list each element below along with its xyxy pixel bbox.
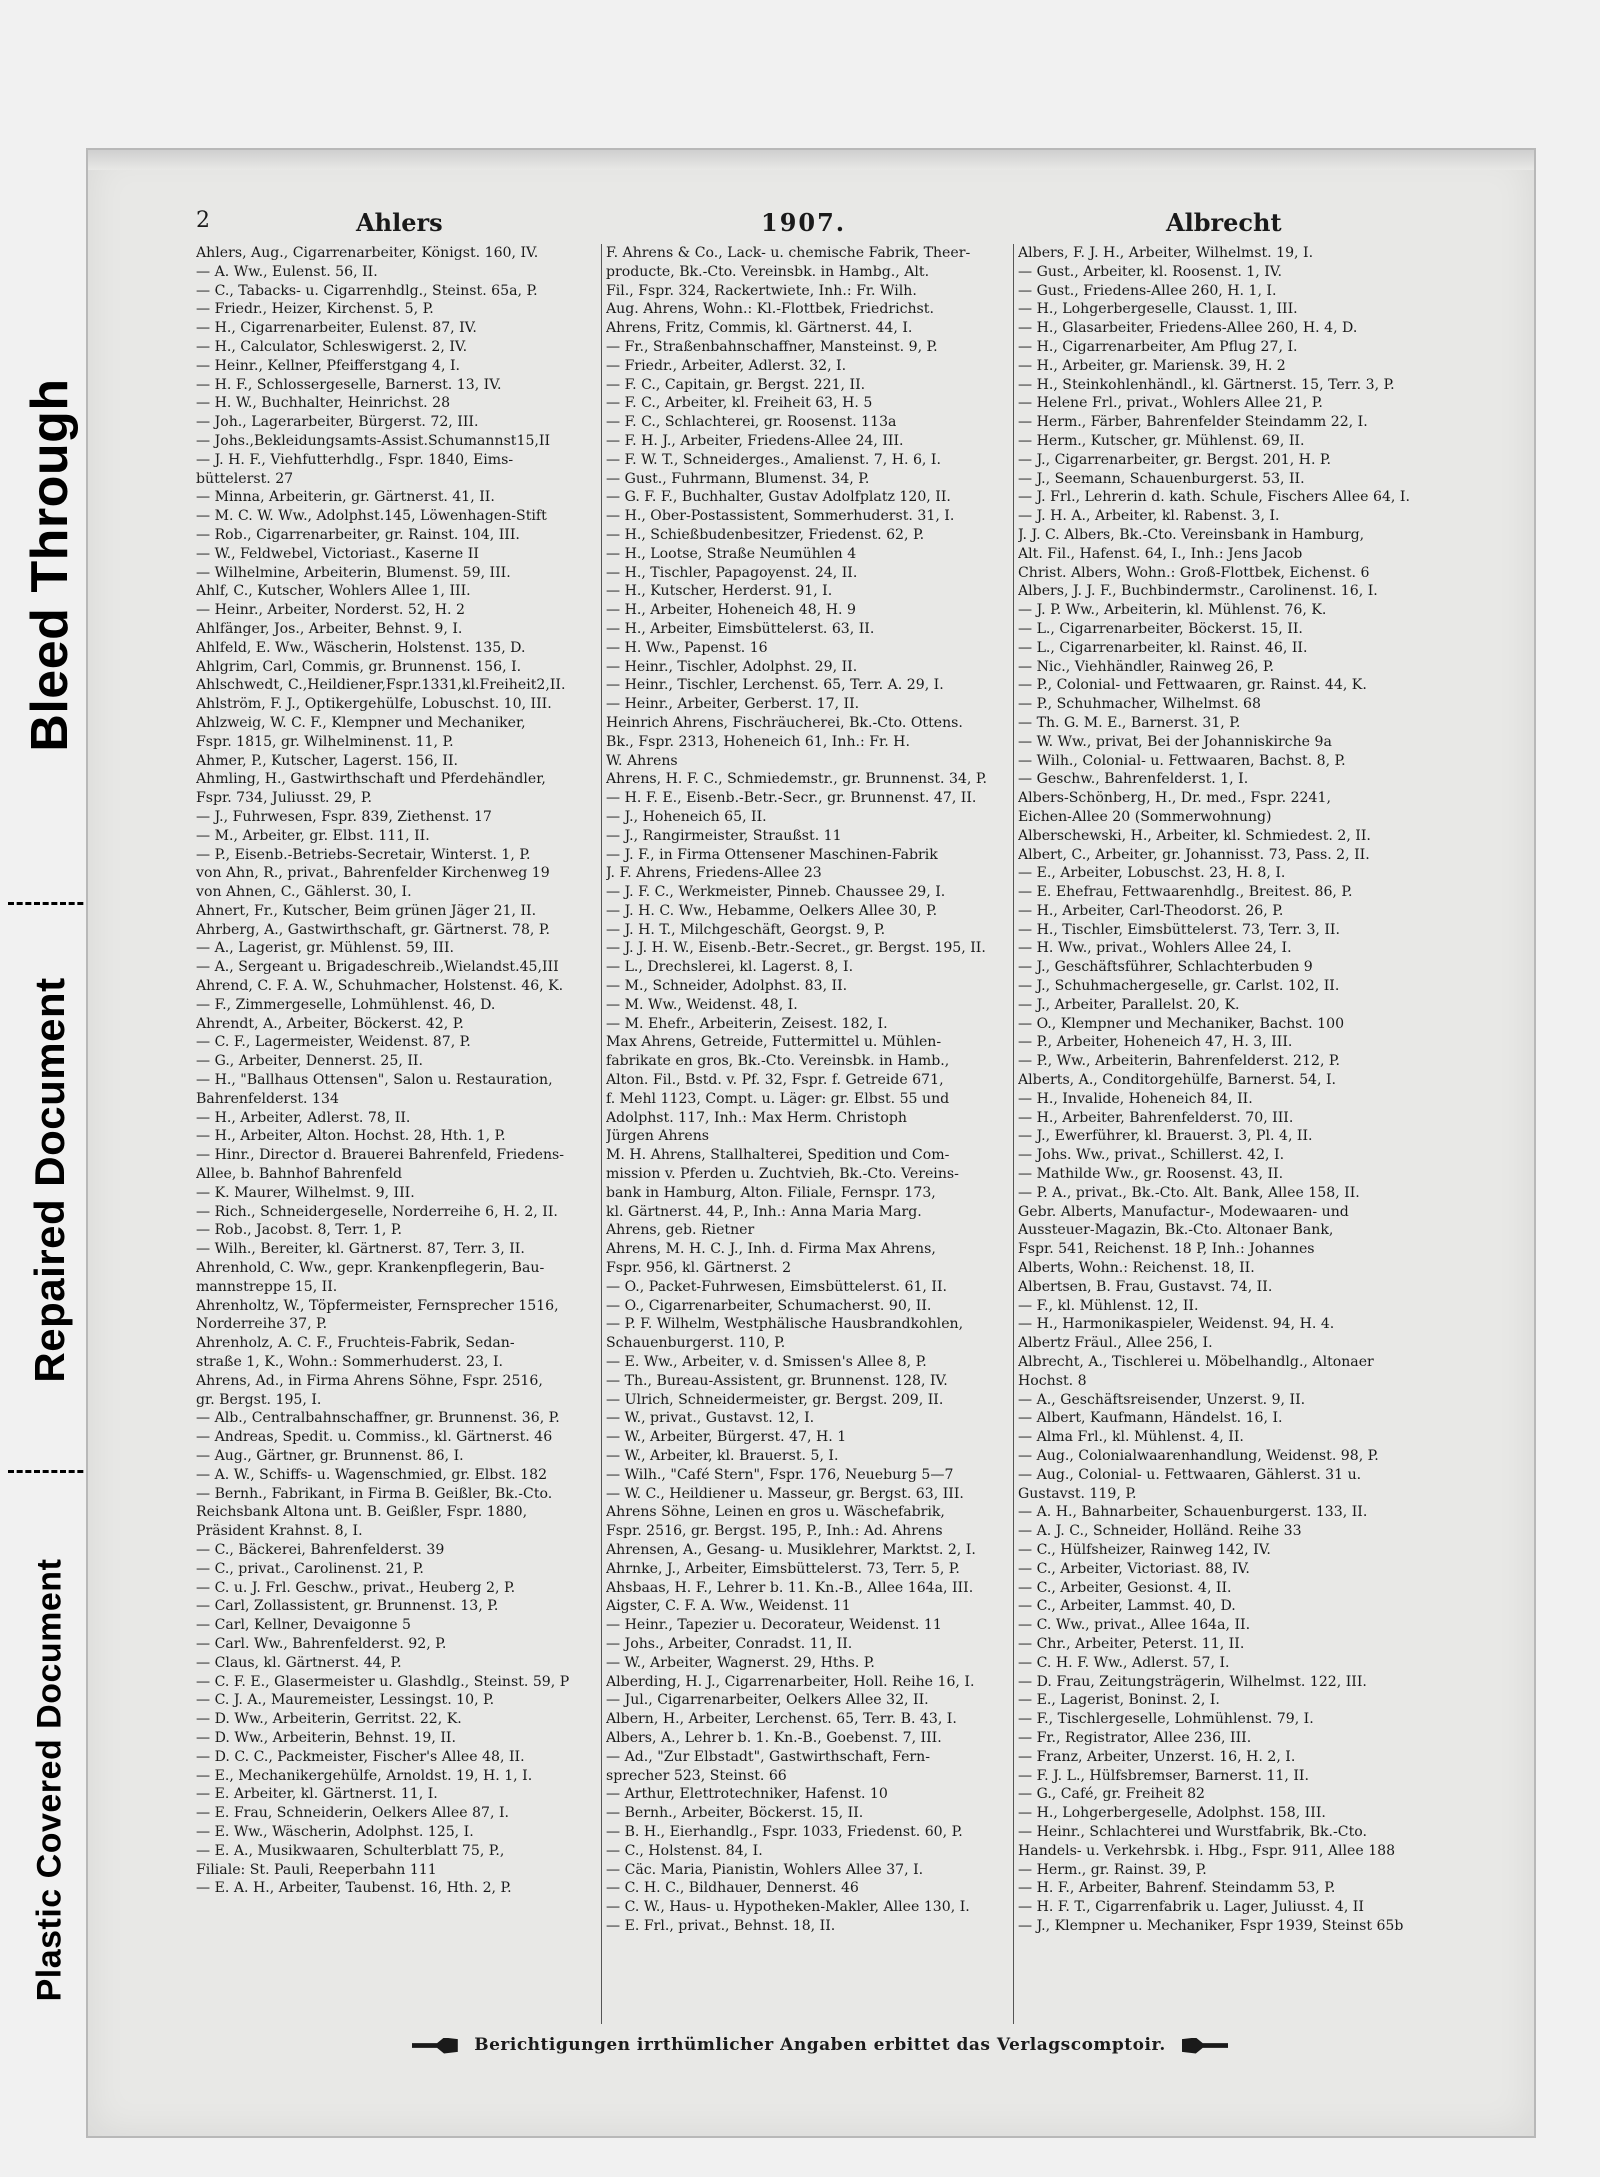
- directory-entry: Ahlfänger, Jos., Arbeiter, Behnst. 9, I.: [196, 620, 463, 637]
- directory-entry: — G., Arbeiter, Dennerst. 25, II.: [196, 1053, 423, 1070]
- directory-entry: — Mathilde Ww., gr. Roosenst. 43, II.: [1018, 1166, 1284, 1183]
- directory-entry: — P. F. Wilhelm, Westphälische Hausbrandkohlen,: [606, 1316, 964, 1333]
- directory-entry: — Rob., Cigarrenarbeiter, gr. Rainst. 104, III.: [196, 526, 520, 543]
- directory-entry: — Heinr., Tischler, Lerchenst. 65, Terr. A. 29, I.: [606, 677, 944, 694]
- directory-entry: — P. A., privat., Bk.-Cto. Alt. Bank, Allee 158, II.: [1018, 1184, 1360, 1201]
- directory-entry: Albertsen, B. Frau, Gustavst. 74, II.: [1018, 1278, 1273, 1295]
- header-year: 1907.: [761, 208, 847, 237]
- directory-entry: — H., "Ballhaus Ottensen", Salon u. Restauration,: [196, 1072, 553, 1089]
- directory-entry: — Wilh., Colonial- u. Fettwaaren, Bachst. 8, P.: [1018, 752, 1346, 769]
- directory-entry: kl. Gärtnerst. 44, P., Inh.: Anna Maria Marg.: [606, 1203, 922, 1220]
- directory-column-1: [196, 244, 606, 1898]
- directory-entry: Fspr. 541, Reichenst. 18 P, Inh.: Johannes: [1018, 1241, 1315, 1258]
- directory-entry: — H., Calculator, Schleswigerst. 2, IV.: [196, 338, 468, 355]
- directory-entry: Ahlgrim, Carl, Commis, gr. Brunnenst. 156, I.: [196, 658, 522, 675]
- directory-entry: — P., Arbeiter, Hoheneich 47, H. 3, III.: [1018, 1034, 1293, 1051]
- directory-entry: — O., Cigarrenarbeiter, Schumacherst. 90, II.: [606, 1297, 932, 1314]
- directory-entry: Bk., Fspr. 2313, Hoheneich 61, Inh.: Fr. H.: [606, 733, 910, 750]
- directory-entry: Ahrensen, A., Gesang- u. Musiklehrer, Marktst. 2, I.: [606, 1541, 976, 1558]
- directory-entry: Ahrens, M. H. C. J., Inh. d. Firma Max Ahrens,: [606, 1241, 936, 1258]
- directory-entry: — H., Arbeiter, Hoheneich 48, H. 9: [606, 602, 856, 619]
- directory-entry: — Ad., "Zur Elbstadt", Gastwirthschaft, Fern-: [606, 1748, 931, 1765]
- header-right-word: Albrecht: [1166, 208, 1282, 237]
- directory-entry: Ahlfeld, E. Ww., Wäscherin, Holstenst. 135, D.: [196, 639, 526, 656]
- directory-entry: Ahrens, Ad., in Firma Ahrens Söhne, Fspr. 2516,: [196, 1372, 543, 1389]
- directory-entry: — W., privat., Gustavst. 12, I.: [606, 1410, 815, 1427]
- directory-entry: — Th. G. M. E., Barnerst. 31, P.: [1018, 714, 1241, 731]
- directory-entry: Handels- u. Verkehrsbk. i. Hbg., Fspr. 911, Allee 188: [1018, 1842, 1396, 1859]
- directory-entry: — H., Arbeiter, Adlerst. 78, II.: [196, 1109, 411, 1126]
- directory-entry: — Johs., Arbeiter, Conradst. 11, II.: [606, 1635, 853, 1652]
- directory-entry: von Ahnen, C., Gählerst. 30, I.: [196, 884, 412, 901]
- directory-entry: — D. Ww., Arbeiterin, Gerritst. 22, K.: [196, 1711, 462, 1728]
- directory-entry: — H., Cigarrenarbeiter, Eulenst. 87, IV.: [196, 320, 477, 337]
- directory-entry: — F., Tischlergeselle, Lohmühlenst. 79, I.: [1018, 1711, 1314, 1728]
- directory-entry: Reichsbank Altona unt. B. Geißler, Fspr. 1880,: [196, 1504, 528, 1521]
- directory-entry: — Bernh., Fabrikant, in Firma B. Geißler, Bk.-Cto.: [196, 1485, 553, 1502]
- directory-entry: — W., Arbeiter, Bürgerst. 47, H. 1: [606, 1429, 847, 1446]
- directory-entry: — C., Holstenst. 84, I.: [606, 1842, 763, 1859]
- directory-entry: producte, Bk.-Cto. Vereinsbk. in Hambg., Alt.: [606, 263, 930, 280]
- directory-entry: — E. Ww., Arbeiter, v. d. Smissen's Allee 8, P.: [606, 1354, 927, 1371]
- directory-entry: fabrikate en gros, Bk.-Cto. Vereinsbk. in Hamb.,: [606, 1053, 950, 1070]
- directory-entry: — P., Ww., Arbeiterin, Bahrenfelderst. 212, P.: [1018, 1053, 1341, 1070]
- directory-entry: Schauenburgerst. 110, P.: [606, 1335, 786, 1352]
- directory-entry: — F. J. L., Hülfsbremser, Barnerst. 11, II.: [1018, 1767, 1309, 1784]
- directory-entry: — Herm., gr. Rainst. 39, P.: [1018, 1861, 1207, 1878]
- directory-entry: — Helene Frl., privat., Wohlers Allee 21, P.: [1018, 395, 1323, 412]
- directory-entry: gr. Bergst. 195, I.: [196, 1391, 322, 1408]
- directory-entry: Ahmling, H., Gastwirthschaft und Pferdehändler,: [196, 771, 546, 788]
- directory-entry: — E., Mechanikergehülfe, Arnoldst. 19, H. 1, I.: [196, 1767, 533, 1784]
- directory-entry: — Johs.,Bekleidungsamts-Assist.Schumannst15,II: [196, 432, 551, 449]
- page-number: 2: [196, 208, 210, 233]
- directory-entry: Ahnert, Fr., Kutscher, Beim grünen Jäger 21, II.: [196, 902, 537, 919]
- directory-entry: — Friedr., Heizer, Kirchenst. 5, P.: [196, 301, 434, 318]
- directory-entry: Albert, C., Arbeiter, gr. Johannisst. 73, Pass. 2, II.: [1018, 846, 1370, 863]
- directory-entry: — D. Ww., Arbeiterin, Behnst. 19, II.: [196, 1729, 456, 1746]
- directory-entry: — A., Lagerist, gr. Mühlenst. 59, III.: [196, 940, 455, 957]
- directory-entry: Ahlers, Aug., Cigarrenarbeiter, Königst. 160, IV.: [196, 245, 539, 261]
- directory-entry: Alton. Fil., Bstd. v. Pf. 32, Fspr. f. Getreide 671,: [606, 1072, 944, 1089]
- directory-entry: — C. H. F. Ww., Adlerst. 57, I.: [1018, 1654, 1230, 1671]
- directory-column-2: [606, 244, 1018, 1936]
- directory-entry: mannstreppe 15, II.: [196, 1278, 338, 1295]
- footer-text: Berichtigungen irrthümlicher Angaben erbittet das Verlagscomptoir.: [474, 2035, 1166, 2055]
- directory-entry: — J. Frl., Lehrerin d. kath. Schule, Fischers Allee 64, I.: [1018, 489, 1410, 506]
- directory-entry: Präsident Krahnst. 8, I.: [196, 1523, 363, 1540]
- directory-entry: — Heinr., Arbeiter, Norderst. 52, H. 2: [196, 602, 465, 619]
- directory-entry: — Fr., Registrator, Allee 236, III.: [1018, 1729, 1252, 1746]
- directory-entry: — Heinr., Tischler, Adolphst. 29, II.: [606, 658, 858, 675]
- directory-entry: — J., Schuhmachergeselle, gr. Carlst. 102, II.: [1018, 978, 1340, 995]
- directory-entry: Christ. Albers, Wohn.: Groß-Flottbek, Eichenst. 6: [1018, 564, 1370, 581]
- directory-entry: — A., Geschäftsreisender, Unzerst. 9, II.: [1018, 1391, 1306, 1408]
- directory-entry: — P., Schuhmacher, Wilhelmst. 68: [1018, 696, 1261, 713]
- directory-entry: — J. H. C. Ww., Hebamme, Oelkers Allee 30, P.: [606, 902, 938, 919]
- directory-entry: Fil., Fspr. 324, Rackertwiete, Inh.: Fr. Wilh.: [606, 282, 917, 299]
- directory-entry: — Aug., Gärtner, gr. Brunnenst. 86, I.: [196, 1448, 464, 1464]
- directory-entry: F. Ahrens & Co., Lack- u. chemische Fabrik, Theer-: [606, 245, 971, 261]
- directory-entry: — C. F., Lagermeister, Weidenst. 87, P.: [196, 1034, 471, 1051]
- directory-entry: — Minna, Arbeiterin, gr. Gärtnerst. 41, II.: [196, 489, 495, 506]
- directory-entry: Ahrendt, A., Arbeiter, Böckerst. 42, P.: [196, 1015, 464, 1032]
- directory-entry: — C., Arbeiter, Lammst. 40, D.: [1018, 1598, 1236, 1615]
- directory-entry: — Aug., Colonial- u. Fettwaaren, Gählerst. 31 u.: [1018, 1466, 1362, 1483]
- page-header: [106, 208, 1466, 242]
- directory-entry: Albers, F. J. H., Arbeiter, Wilhelmst. 19, I.: [1018, 245, 1314, 261]
- directory-entry: — D. Frau, Zeitungsträgerin, Wilhelmst. 122, III.: [1018, 1673, 1367, 1690]
- directory-entry: — H. F., Arbeiter, Bahrenf. Steindamm 53, P.: [1018, 1880, 1336, 1897]
- directory-entry: Ahrens, H. F. C., Schmiedemstr., gr. Brunnenst. 34, P.: [606, 771, 987, 788]
- directory-entry: — Gust., Friedens-Allee 260, H. 1, I.: [1018, 282, 1277, 299]
- directory-entry: Allee, b. Bahnhof Bahrenfeld: [196, 1166, 403, 1183]
- directory-entry: — Heinr., Schlachterei und Wurstfabrik, Bk.-Cto.: [1018, 1823, 1367, 1840]
- directory-entry: — H., Kutscher, Herderst. 91, I.: [606, 583, 833, 600]
- directory-entry: — E. A. H., Arbeiter, Taubenst. 16, Hth. 2, P.: [196, 1880, 512, 1897]
- side-label-plastic-covered: Plastic Covered Document: [30, 1558, 69, 2002]
- directory-entry: — J. H. A., Arbeiter, kl. Rabenst. 3, I.: [1018, 508, 1280, 525]
- directory-entry: — Andreas, Spedit. u. Commiss., kl. Gärtnerst. 46: [196, 1429, 553, 1446]
- directory-entry: — C., Arbeiter, Gesionst. 4, II.: [1018, 1579, 1232, 1596]
- directory-entry: — H., Schießbudenbesitzer, Friedenst. 62, P.: [606, 526, 925, 543]
- directory-entry: f. Mehl 1123, Compt. u. Läger: gr. Elbst. 55 und: [606, 1090, 950, 1107]
- directory-entry: Albers-Schönberg, H., Dr. med., Fspr. 2241,: [1018, 790, 1331, 807]
- side-label-repaired-document: Repaired Document: [26, 977, 73, 1383]
- directory-entry: — A. W., Schiffs- u. Wagenschmied, gr. Elbst. 182: [196, 1466, 548, 1483]
- directory-entry: — E. Frl., privat., Behnst. 18, II.: [606, 1917, 836, 1934]
- directory-entry: Ahsbaas, H. F., Lehrer b. 11. Kn.-B., Allee 164a, III.: [606, 1579, 974, 1596]
- directory-entry: — H., Arbeiter, Eimsbüttelerst. 63, II.: [606, 620, 875, 637]
- directory-entry: — C. J. A., Mauremeister, Lessingst. 10, P.: [196, 1692, 495, 1709]
- pointing-hand-icon: [1182, 2038, 1228, 2054]
- directory-entry: — W., Feldwebel, Victoriast., Kaserne II: [196, 545, 479, 562]
- directory-entry: — Rob., Jacobst. 8, Terr. 1, P.: [196, 1222, 402, 1239]
- directory-entry: — E., Lagerist, Boninst. 2, I.: [1018, 1692, 1220, 1709]
- directory-entry: — Ulrich, Schneidermeister, gr. Bergst. 209, II.: [606, 1391, 944, 1408]
- directory-entry: — E., Arbeiter, Lobuschst. 23, H. 8, I.: [1018, 865, 1286, 882]
- directory-entry: — Herm., Kutscher, gr. Mühlenst. 69, II.: [1018, 432, 1305, 449]
- directory-entry: — Joh., Lagerarbeiter, Bürgerst. 72, III.: [196, 414, 479, 431]
- directory-entry: — Herm., Färber, Bahrenfelder Steindamm 22, I.: [1018, 414, 1368, 431]
- directory-entry: — H., Arbeiter, Bahrenfelderst. 70, III.: [1018, 1109, 1294, 1126]
- directory-entry: — Hinr., Director d. Brauerei Bahrenfeld, Friedens-: [196, 1147, 565, 1164]
- directory-entry: — J., Rangirmeister, Straußst. 11: [606, 827, 842, 844]
- directory-entry: straße 1, K., Wohn.: Sommerhuderst. 23, I.: [196, 1354, 504, 1371]
- directory-entry: — F. C., Schlachterei, gr. Roosenst. 113a: [606, 414, 897, 431]
- page-top-edge: [88, 150, 1534, 170]
- directory-entry: — Th., Bureau-Assistent, gr. Brunnenst. 128, IV.: [606, 1372, 948, 1389]
- directory-entry: Ahrenholz, A. C. F., Fruchteis-Fabrik, Sedan-: [196, 1335, 515, 1352]
- header-left-word: Ahlers: [356, 208, 443, 237]
- directory-entry: — J., Geschäftsführer, Schlachterbuden 9: [1018, 959, 1313, 976]
- directory-entry: — P., Eisenb.-Betriebs-Secretair, Winterst. 1, P.: [196, 846, 531, 863]
- directory-entry: — H., Lohgerbergeselle, Clausst. 1, III.: [1018, 301, 1298, 318]
- directory-entry: — J. J. H. W., Eisenb.-Betr.-Secret., gr. Bergst. 195, II.: [606, 940, 986, 957]
- directory-entry: — C., Arbeiter, Victoriast. 88, IV.: [1018, 1560, 1250, 1577]
- directory-entry: — H. F. E., Eisenb.-Betr.-Secr., gr. Brunnenst. 47, II.: [606, 790, 977, 807]
- directory-entry: Ahrend, C. F. A. W., Schuhmacher, Holstenst. 46, K.: [196, 978, 564, 995]
- directory-entry: — H. Ww., Papenst. 16: [606, 639, 768, 656]
- directory-entry: — Heinr., Arbeiter, Gerberst. 17, II.: [606, 696, 860, 713]
- directory-entry: — H. W., Buchhalter, Heinrichst. 28: [196, 395, 451, 412]
- directory-entry: — D. C. C., Packmeister, Fischer's Allee 48, II.: [196, 1748, 525, 1765]
- directory-entry: — J., Seemann, Schauenburgerst. 53, II.: [1018, 470, 1305, 487]
- directory-entry: — G. F. F., Buchhalter, Gustav Adolfplatz 120, II.: [606, 489, 951, 506]
- directory-entry: — Gust., Fuhrmann, Blumenst. 34, P.: [606, 470, 870, 487]
- directory-entry: — Johs. Ww., privat., Schillerst. 42, I.: [1018, 1147, 1285, 1164]
- directory-entry: — E. Arbeiter, kl. Gärtnerst. 11, I.: [196, 1786, 438, 1803]
- directory-entry: — J. H. F., Viehfutterhdlg., Fspr. 1840, Eims-: [196, 451, 514, 468]
- directory-entry: — A. J. C., Schneider, Holländ. Reihe 33: [1018, 1523, 1302, 1540]
- directory-entry: — W. C., Heildiener u. Masseur, gr. Bergst. 63, III.: [606, 1485, 964, 1502]
- directory-entry: Alt. Fil., Hafenst. 64, I., Inh.: Jens Jacob: [1018, 545, 1303, 562]
- directory-entry: — C. H. C., Bildhauer, Dennerst. 46: [606, 1880, 859, 1897]
- directory-entry: — Chr., Arbeiter, Peterst. 11, II.: [1018, 1635, 1245, 1652]
- directory-entry: Ahlschwedt, C.,Heildiener,Fspr.1331,kl.Freiheit2,II.: [196, 677, 566, 694]
- directory-entry: — C. u. J. Frl. Geschw., privat., Heuberg 2, P.: [196, 1579, 516, 1596]
- directory-entry: Ahlzweig, W. C. F., Klempner und Mechaniker,: [196, 714, 526, 731]
- pointing-hand-icon: [412, 2038, 458, 2054]
- directory-entry: — H., Steinkohlenhändl., kl. Gärtnerst. 15, Terr. 3, P.: [1018, 376, 1395, 393]
- directory-entry: Aigster, C. F. A. Ww., Weidenst. 11: [606, 1598, 851, 1615]
- directory-entry: — Heinr., Tapezier u. Decorateur, Weidenst. 11: [606, 1617, 942, 1634]
- directory-entry: — J. P. Ww., Arbeiterin, kl. Mühlenst. 76, K.: [1018, 602, 1327, 619]
- directory-entry: Jürgen Ahrens: [606, 1128, 710, 1145]
- directory-entry: — Arthur, Elettrotechniker, Hafenst. 10: [606, 1786, 888, 1803]
- directory-entry: — Bernh., Arbeiter, Böckerst. 15, II.: [606, 1805, 864, 1822]
- directory-entry: — W. Ww., privat, Bei der Johanniskirche 9a: [1018, 733, 1332, 750]
- directory-entry: büttelerst. 27: [196, 470, 294, 487]
- directory-entry: W. Ahrens: [606, 752, 678, 769]
- directory-entry: — M. C. W. Ww., Adolphst.145, Löwenhagen-Stift: [196, 508, 547, 525]
- directory-entry: Albers, A., Lehrer b. 1. Kn.-B., Goebenst. 7, III.: [606, 1729, 942, 1746]
- directory-entry: Alberschewski, H., Arbeiter, kl. Schmiedest. 2, II.: [1018, 827, 1371, 844]
- directory-entry: — H., Ober-Postassistent, Sommerhuderst. 31, I.: [606, 508, 955, 525]
- directory-entry: — B. H., Eierhandlg., Fspr. 1033, Friedenst. 60, P.: [606, 1823, 963, 1840]
- directory-entry: — Alma Frl., kl. Mühlenst. 4, II.: [1018, 1429, 1244, 1446]
- page-footer: [400, 2035, 1240, 2065]
- directory-entry: — C., Tabacks- u. Cigarrenhdlg., Steinst. 65a, P.: [196, 282, 538, 299]
- directory-entry: — M., Schneider, Adolphst. 83, II.: [606, 978, 848, 995]
- directory-entry: Alberts, Wohn.: Reichenst. 18, II.: [1018, 1260, 1255, 1277]
- directory-entry: von Ahn, R., privat., Bahrenfelder Kirchenweg 19: [196, 865, 550, 882]
- directory-entry: — A., Sergeant u. Brigadeschreib.,Wielandst.45,III: [196, 959, 559, 976]
- side-label-bleed-through: Bleed Through: [21, 378, 79, 752]
- directory-entry: — Heinr., Kellner, Pfeifferstgang 4, I.: [196, 357, 461, 374]
- directory-entry: — P., Colonial- und Fettwaaren, gr. Rainst. 44, K.: [1018, 677, 1367, 694]
- directory-entry: Bahrenfelderst. 134: [196, 1090, 339, 1107]
- directory-entry: Ahrens, geb. Rietner: [606, 1222, 755, 1239]
- directory-entry: Alberts, A., Conditorgehülfe, Barnerst. 54, I.: [1018, 1072, 1337, 1089]
- directory-entry: Ahmer, P., Kutscher, Lagerst. 156, II.: [196, 752, 459, 769]
- directory-entry: M. H. Ahrens, Stallhalterei, Spedition und Com-: [606, 1147, 950, 1164]
- directory-entry: Ahrenhold, C. Ww., gepr. Krankenpflegerin, Bau-: [196, 1260, 545, 1277]
- directory-entry: Norderreihe 37, P.: [196, 1316, 328, 1333]
- directory-entry: — Friedr., Arbeiter, Adlerst. 32, I.: [606, 357, 847, 374]
- directory-entry: — W., Arbeiter, Wagnerst. 29, Hths. P.: [606, 1654, 875, 1671]
- directory-entry: — Geschw., Bahrenfelderst. 1, I.: [1018, 771, 1249, 788]
- directory-entry: — M. Ww., Weidenst. 48, I.: [606, 996, 798, 1013]
- directory-entry: Fspr. 956, kl. Gärtnerst. 2: [606, 1260, 792, 1277]
- directory-entry: — Wilhelmine, Arbeiterin, Blumenst. 59, III.: [196, 564, 511, 581]
- directory-entry: Albers, J. J. F., Buchbindermstr., Carolinenst. 16, I.: [1018, 583, 1378, 600]
- directory-entry: — F., kl. Mühlenst. 12, II.: [1018, 1297, 1199, 1314]
- directory-entry: — L., Cigarrenarbeiter, Böckerst. 15, II.: [1018, 620, 1303, 637]
- directory-entry: — Fr., Straßenbahnschaffner, Mansteinst. 9, P.: [606, 338, 938, 355]
- directory-entry: Aug. Ahrens, Wohn.: Kl.-Flottbek, Friedrichst.: [606, 301, 934, 318]
- directory-entry: — J., Klempner u. Mechaniker, Fspr 1939, Steinst 65b: [1018, 1917, 1404, 1934]
- directory-entry: Heinrich Ahrens, Fischräucherei, Bk.-Cto. Ottens.: [606, 714, 963, 731]
- directory-entry: — H., Arbeiter, gr. Mariensk. 39, H. 2: [1018, 357, 1286, 374]
- directory-entry: — J. F., in Firma Ottensener Maschinen-Fabrik: [606, 846, 938, 863]
- directory-entry: — Claus, kl. Gärtnerst. 44, P.: [196, 1654, 402, 1671]
- directory-entry: — F. H. J., Arbeiter, Friedens-Allee 24, III.: [606, 432, 904, 449]
- directory-entry: — Rich., Schneidergeselle, Norderreihe 6, H. 2, II.: [196, 1203, 558, 1220]
- directory-entry: — E. Ww., Wäscherin, Adolphst. 125, I.: [196, 1823, 474, 1840]
- directory-entry: Alberding, H. J., Cigarrenarbeiter, Holl. Reihe 16, I.: [606, 1673, 975, 1690]
- directory-entry: Gebr. Alberts, Manufactur-, Modewaaren- und: [1018, 1203, 1349, 1220]
- directory-entry: — J., Ewerführer, kl. Brauerst. 3, Pl. 4, II.: [1018, 1128, 1313, 1145]
- directory-entry: — H., Lootse, Straße Neumühlen 4: [606, 545, 857, 562]
- directory-entry: — H., Lohgerbergeselle, Adolphst. 158, III.: [1018, 1805, 1326, 1822]
- directory-entry: — F. C., Arbeiter, kl. Freiheit 63, H. 5: [606, 395, 873, 412]
- directory-entry: — J., Fuhrwesen, Fspr. 839, Ziethenst. 17: [196, 808, 492, 825]
- directory-entry: — H. Ww., privat., Wohlers Allee 24, I.: [1018, 940, 1292, 957]
- side-labels: [0, 0, 100, 2177]
- directory-entry: Ahlf, C., Kutscher, Wohlers Allee 1, III.: [196, 583, 471, 600]
- directory-entry: — H., Arbeiter, Carl-Theodorst. 26, P.: [1018, 902, 1284, 919]
- directory-entry: — Jul., Cigarrenarbeiter, Oelkers Allee 32, II.: [606, 1692, 929, 1709]
- directory-entry: — C. W., Haus- u. Hypotheken-Makler, Allee 130, I.: [606, 1899, 970, 1916]
- directory-entry: — J. H. T., Milchgeschäft, Georgst. 9, P.: [606, 921, 886, 938]
- directory-entry: — H., Invalide, Hoheneich 84, II.: [1018, 1090, 1253, 1107]
- side-label-divider: [8, 902, 92, 905]
- directory-entry: — F., Zimmergeselle, Lohmühlenst. 46, D.: [196, 996, 496, 1013]
- directory-entry: Gustavst. 119, P.: [1018, 1485, 1137, 1502]
- directory-entry: Adolphst. 117, Inh.: Max Herm. Christoph: [606, 1109, 907, 1126]
- directory-entry: — Alb., Centralbahnschaffner, gr. Brunnenst. 36, P.: [196, 1410, 560, 1427]
- directory-entry: — L., Drechslerei, kl. Lagerst. 8, I.: [606, 959, 854, 976]
- directory-entry: Albertz Fräul., Allee 256, I.: [1018, 1335, 1213, 1352]
- directory-entry: — F. W. T., Schneiderges., Amalienst. 7, H. 6, I.: [606, 451, 941, 468]
- directory-entry: — Carl, Kellner, Devaigonne 5: [196, 1617, 411, 1634]
- directory-entry: sprecher 523, Steinst. 66: [606, 1767, 787, 1784]
- directory-entry: J. J. C. Albers, Bk.-Cto. Vereinsbank in Hamburg,: [1018, 526, 1365, 543]
- directory-entry: — H., Tischler, Papagoyenst. 24, II.: [606, 564, 858, 581]
- directory-entry: — Nic., Viehhändler, Rainweg 26, P.: [1018, 658, 1275, 675]
- directory-entry: — E. A., Musikwaaren, Schulterblatt 75, P.,: [196, 1842, 505, 1859]
- directory-entry: — A. Ww., Eulenst. 56, II.: [196, 263, 378, 280]
- directory-entry: — C. F. E., Glasermeister u. Glashdlg., Steinst. 59, P: [196, 1673, 570, 1690]
- directory-entry: — H., Cigarrenarbeiter, Am Pflug 27, I.: [1018, 338, 1298, 355]
- directory-entry: — Albert, Kaufmann, Händelst. 16, I.: [1018, 1410, 1283, 1427]
- directory-entry: — J., Hoheneich 65, II.: [606, 808, 767, 825]
- directory-entry: — O., Klempner und Mechaniker, Bachst. 100: [1018, 1015, 1345, 1032]
- directory-entry: Ahrenholtz, W., Töpfermeister, Fernsprecher 1516,: [196, 1297, 559, 1314]
- directory-entry: — M. Ehefr., Arbeiterin, Zeisest. 182, I.: [606, 1015, 888, 1032]
- directory-entry: mission v. Pferden u. Zuchtvieh, Bk.-Cto. Vereins-: [606, 1166, 959, 1183]
- directory-entry: Filiale: St. Pauli, Reeperbahn 111: [196, 1861, 437, 1878]
- directory-entry: Eichen-Allee 20 (Sommerwohnung): [1018, 808, 1272, 825]
- directory-entry: Hochst. 8: [1018, 1372, 1087, 1389]
- directory-entry: Fspr. 1815, gr. Wilhelminenst. 11, P.: [196, 733, 454, 750]
- directory-entry: J. F. Ahrens, Friedens-Allee 23: [606, 865, 822, 882]
- directory-entry: — J., Arbeiter, Parallelst. 20, K.: [1018, 996, 1240, 1013]
- directory-entry: Ahrens, Fritz, Commis, kl. Gärtnerst. 44, I.: [606, 320, 913, 337]
- directory-entry: — Wilh., Bereiter, kl. Gärtnerst. 87, Terr. 3, II.: [196, 1241, 525, 1258]
- directory-entry: — E. Frau, Schneiderin, Oelkers Allee 87, I.: [196, 1805, 510, 1822]
- directory-entry: Ahrens Söhne, Leinen en gros u. Wäschefabrik,: [606, 1504, 945, 1521]
- directory-entry: — C. Ww., privat., Allee 164a, II.: [1018, 1617, 1251, 1634]
- directory-entry: — C., privat., Carolinenst. 21, P.: [196, 1560, 424, 1577]
- directory-entry: — M., Arbeiter, gr. Elbst. 111, II.: [196, 827, 430, 844]
- directory-entry: Albern, H., Arbeiter, Lerchenst. 65, Terr. B. 43, I.: [606, 1711, 957, 1728]
- directory-entry: — Carl, Zollassistent, gr. Brunnenst. 13, P.: [196, 1598, 499, 1615]
- directory-entry: — H. F., Schlossergeselle, Barnerst. 13, IV.: [196, 376, 502, 393]
- directory-entry: — Aug., Colonialwaarenhandlung, Weidenst. 98, P.: [1018, 1448, 1379, 1464]
- side-label-divider: [8, 1470, 92, 1473]
- directory-entry: — H. F. T., Cigarrenfabrik u. Lager, Juliusst. 4, II: [1018, 1899, 1364, 1916]
- directory-entry: Fspr. 734, Juliusst. 29, P.: [196, 790, 372, 807]
- directory-entry: — C., Bäckerei, Bahrenfelderst. 39: [196, 1541, 445, 1558]
- directory-entry: — Gust., Arbeiter, kl. Roosenst. 1, IV.: [1018, 263, 1282, 280]
- directory-entry: — F. C., Capitain, gr. Bergst. 221, II.: [606, 376, 866, 393]
- directory-entry: — H., Glasarbeiter, Friedens-Allee 260, H. 4, D.: [1018, 320, 1358, 337]
- directory-entry: bank in Hamburg, Alton. Filiale, Fernspr. 173,: [606, 1184, 936, 1201]
- directory-entry: — E. Ehefrau, Fettwaarenhdlg., Breitest. 86, P.: [1018, 884, 1353, 901]
- directory-entry: Max Ahrens, Getreide, Futtermittel u. Mühlen-: [606, 1034, 942, 1051]
- directory-entry: — Wilh., "Café Stern", Fspr. 176, Neueburg 5—7: [606, 1466, 954, 1483]
- directory-entry: — O., Packet-Fuhrwesen, Eimsbüttelerst. 61, II.: [606, 1278, 947, 1295]
- directory-entry: Albrecht, A., Tischlerei u. Möbelhandlg., Altonaer: [1018, 1354, 1374, 1371]
- directory-entry: — C., Hülfsheizer, Rainweg 142, IV.: [1018, 1541, 1271, 1558]
- directory-entry: Ahrnke, J., Arbeiter, Eimsbüttelerst. 73, Terr. 5, P.: [606, 1560, 960, 1577]
- directory-entry: — Cäc. Maria, Pianistin, Wohlers Allee 37, I.: [606, 1861, 924, 1878]
- directory-entry: — J., Cigarrenarbeiter, gr. Bergst. 201, H. P.: [1018, 451, 1332, 468]
- directory-entry: — A. H., Bahnarbeiter, Schauenburgerst. 133, II.: [1018, 1504, 1368, 1521]
- directory-entry: — H., Arbeiter, Alton. Hochst. 28, Hth. 1, P.: [196, 1128, 506, 1145]
- directory-entry: — K. Maurer, Wilhelmst. 9, III.: [196, 1184, 415, 1201]
- directory-entry: — W., Arbeiter, kl. Brauerst. 5, I.: [606, 1448, 839, 1464]
- directory-entry: — Franz, Arbeiter, Unzerst. 16, H. 2, I.: [1018, 1748, 1296, 1765]
- directory-entry: Ahlström, F. J., Optikergehülfe, Lobuschst. 10, III.: [196, 696, 552, 713]
- directory-entry: Fspr. 2516, gr. Bergst. 195, P., Inh.: Ad. Ahrens: [606, 1523, 943, 1540]
- directory-entry: Ahrberg, A., Gastwirthschaft, gr. Gärtnerst. 78, P.: [196, 921, 550, 938]
- directory-entry: — J. F. C., Werkmeister, Pinneb. Chaussee 29, I.: [606, 884, 946, 901]
- directory-entry: — G., Café, gr. Freiheit 82: [1018, 1786, 1206, 1803]
- directory-entry: — H., Harmonikaspieler, Weidenst. 94, H. 4.: [1018, 1316, 1335, 1333]
- directory-entry: — Carl. Ww., Bahrenfelderst. 92, P.: [196, 1635, 447, 1652]
- directory-column-3: [1018, 244, 1438, 1936]
- directory-entry: — H., Tischler, Eimsbüttelerst. 73, Terr. 3, II.: [1018, 921, 1340, 938]
- directory-entry: Aussteuer-Magazin, Bk.-Cto. Altonaer Bank,: [1018, 1222, 1334, 1239]
- directory-entry: — L., Cigarrenarbeiter, kl. Rainst. 46, II.: [1018, 639, 1308, 656]
